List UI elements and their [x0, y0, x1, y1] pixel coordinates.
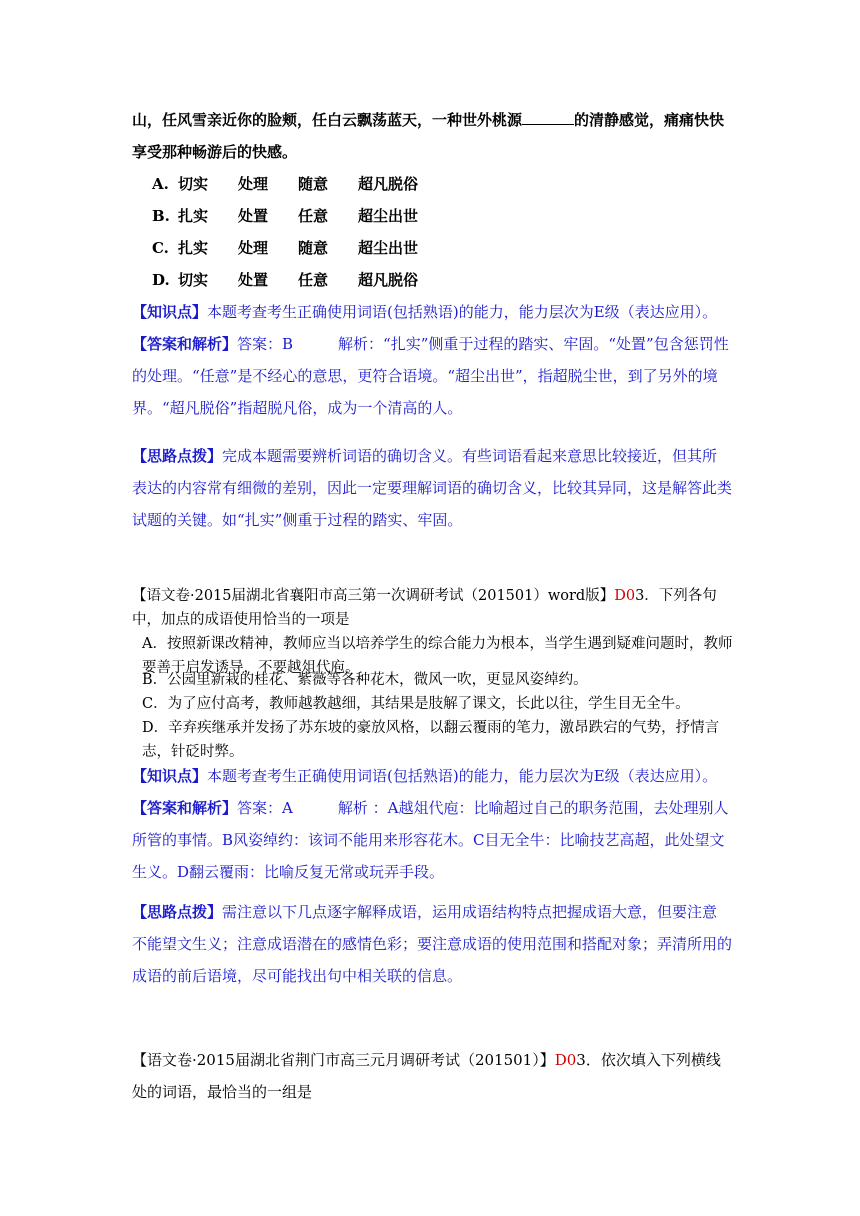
- q2-option-c: C．为了应付高考，教师越教越细，其结果是肢解了课文，长此以往，学生目无全牛。: [142, 696, 690, 712]
- q2-code: D0: [614, 588, 636, 604]
- q1-stem: [132, 104, 732, 168]
- q3-code: D0: [554, 1051, 577, 1069]
- q1-answer-analysis: 【答案和解析】答案：B 解析：“扎实”侧重于过程的踏实、牢固。“处置”包含惩罚性的处理。“任意”是不经心的意思，更符合语境。“超尘出世”，指超脱尘世，到了另外的境界。“超凡脱俗”指超脱凡俗，成为一个清高的人。: [132, 335, 729, 417]
- q1-option-a: A. 切实 处理 随意 超凡脱俗: [152, 175, 419, 193]
- q3-header: 【语文卷·2015届湖北省荆门市高三元月调研考试（201501）】D03．依次填入下列横线处的词语，最恰当的一组是: [132, 1051, 721, 1101]
- q1-option-d: D. 切实 处置 任意 超凡脱俗: [152, 271, 419, 289]
- q2-option-b: B．公园里新栽的桂花、紫薇等各种花木，微风一吹，更显风姿绰约。: [142, 672, 588, 688]
- q2-option-a: A．按照新课改精神，教师应当以培养学生的综合能力为根本，当学生遇到疑难问题时，教师要善于启发诱导，不要越俎代庖。: [142, 636, 733, 676]
- q2-answer-analysis: 【答案和解析】答案：A 解析 ：A越俎代庖：比喻超过自己的职务范围，去处理别人所管的事情。B风姿绰约：该词不能用来形容花木。C目无全牛：比喻技艺高超，此处望文生义。D翻云覆雨：比喻反复无常或玩弄手段。: [132, 799, 729, 881]
- q1-knowledge-point: 【知识点】本题考查考生正确使用词语(包括熟语)的能力，能力层次为E级（表达应用）。: [132, 303, 718, 321]
- q1-stem-part-b: 的清静感觉，痛痛快快享受那种畅游后的快感。: [132, 111, 725, 161]
- q1-stem-part-a: 山，任风雪亲近你的脸颊，任白云飘荡蓝天，一种世外桃源: [132, 111, 523, 129]
- q1-option-c: C. 扎实 处理 随意 超尘出世: [152, 239, 419, 257]
- fill-blank: [522, 110, 574, 125]
- q2-header: 【语文卷·2015届湖北省襄阳市高三第一次调研考试（201501）word版】D03．下列各句中，加点的成语使用恰当的一项是: [132, 588, 717, 628]
- q2-thinking-tips: 【思路点拨】需注意以下几点逐字解释成语，运用成语结构特点把握成语大意，但要注意不能望文生义；注意成语潜在的感情色彩；要注意成语的使用范围和搭配对象；弄清所用的成语的前后语境，尽可能找出句中相关联的信息。: [132, 903, 733, 985]
- q2-knowledge-point: 【知识点】本题考查考生正确使用词语(包括熟语)的能力，能力层次为E级（表达应用）。: [132, 767, 718, 785]
- q1-thinking-tips: 【思路点拨】完成本题需要辨析词语的确切含义。有些词语看起来意思比较接近，但其所表达的内容常有细微的差别，因此一定要理解词语的确切含义，比较其异同，这是解答此类试题的关键。如“扎实”侧重于过程的踏实、牢固。: [132, 447, 733, 529]
- q1-option-b: B. 扎实 处置 任意 超尘出世: [152, 207, 419, 225]
- q2-option-d: D．辛弃疾继承并发扬了苏东坡的豪放风格，以翻云覆雨的笔力，激昂跌宕的气势，抒情言志，针砭时弊。: [142, 720, 720, 760]
